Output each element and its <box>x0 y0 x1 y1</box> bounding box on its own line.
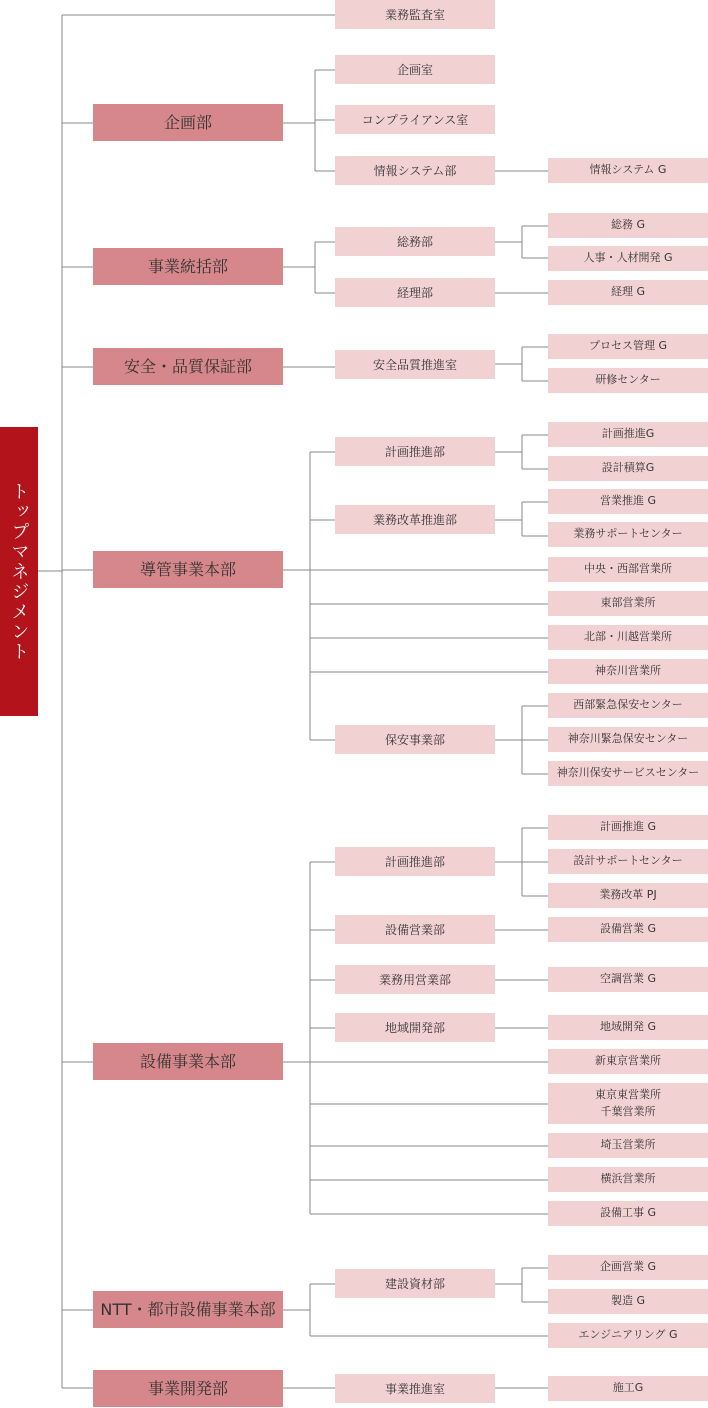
top-management-box: トップマネジメント <box>0 427 38 716</box>
compliance-office-box: コンプライアンス室 <box>335 105 495 134</box>
kanagawa-emergency-center-box: 神奈川緊急保安センター <box>548 727 708 752</box>
chuo-office-box: 中央・西部営業所 <box>548 557 708 582</box>
kanagawa-service-center-box: 神奈川保安サービスセンター <box>548 761 708 786</box>
general-affairs-group-box: 総務 G <box>548 213 708 238</box>
general-affairs-dept-box: 総務部 <box>335 227 495 256</box>
regional-dev-dept-box: 地域開発部 <box>335 1013 495 1042</box>
accounting-dept-box: 経理部 <box>335 278 495 307</box>
info-system-group-box: 情報システム G <box>548 158 708 183</box>
reform-project-box: 業務改革 PJ <box>548 883 708 908</box>
manufacturing-group-box: 製造 G <box>548 1289 708 1314</box>
facility-works-group-box: 設備工事 G <box>548 1201 708 1226</box>
quality-division-box: 安全・品質保証部 <box>93 348 283 385</box>
sales-promotion-group-box: 営業推進 G <box>548 489 708 514</box>
regional-dev-group-box: 地域開発 G <box>548 1015 708 1040</box>
seibu-emergency-center-box: 西部緊急保安センター <box>548 693 708 718</box>
bizdev-division-box: 事業開発部 <box>93 1370 283 1407</box>
business-support-center-box: 業務サポートセンター <box>548 522 708 547</box>
info-system-dept-box: 情報システム部 <box>335 156 495 185</box>
pipeline-reform-dept-box: 業務改革推進部 <box>335 505 495 534</box>
facility-sales-dept-box: 設備営業部 <box>335 915 495 944</box>
tobu-office-box: 東部営業所 <box>548 591 708 616</box>
planning-office-box: 企画室 <box>335 55 495 84</box>
pipeline-plan-dept-box: 計画推進部 <box>335 437 495 466</box>
planning-division-box: 企画部 <box>93 104 283 141</box>
pipeline-plan-group-box: 計画推進G <box>548 422 708 447</box>
construction-group-box: 施工G <box>548 1376 708 1401</box>
design-support-center-box: 設計サポートセンター <box>548 849 708 874</box>
materials-dept-box: 建設資材部 <box>335 1269 495 1298</box>
pipeline-division-box: 導管事業本部 <box>93 551 283 588</box>
facility-division-box: 設備事業本部 <box>93 1043 283 1080</box>
ntt-division-box: NTT・都市設備事業本部 <box>93 1291 283 1328</box>
saitama-office-box: 埼玉営業所 <box>548 1133 708 1158</box>
process-group-box: プロセス管理 G <box>548 334 708 359</box>
business-sales-dept-box: 業務用営業部 <box>335 965 495 994</box>
engineering-group-box: エンジニアリング G <box>548 1323 708 1348</box>
tokyo-chiba-office-box: 東京東営業所 千葉営業所 <box>548 1083 708 1124</box>
training-center-box: 研修センター <box>548 368 708 393</box>
facility-plan-group-box: 計画推進 G <box>548 815 708 840</box>
estimate-group-box: 設計積算G <box>548 456 708 481</box>
accounting-group-box: 経理 G <box>548 280 708 305</box>
plan-sales-group-box: 企画営業 G <box>548 1255 708 1280</box>
hr-group-box: 人事・人材開発 G <box>548 246 708 271</box>
bizdev-promotion-office-box: 事業推進室 <box>335 1374 495 1403</box>
pipeline-security-dept-box: 保安事業部 <box>335 725 495 754</box>
yokohama-office-box: 横浜営業所 <box>548 1167 708 1192</box>
admin-division-box: 事業統括部 <box>93 248 283 285</box>
hokubu-office-box: 北部・川越営業所 <box>548 625 708 650</box>
facility-sales-group-box: 設備営業 G <box>548 917 708 942</box>
quality-promotion-office-box: 安全品質推進室 <box>335 350 495 379</box>
facility-plan-dept-box: 計画推進部 <box>335 847 495 876</box>
hvac-sales-group-box: 空調営業 G <box>548 967 708 992</box>
kanagawa-office-box: 神奈川営業所 <box>548 659 708 684</box>
shin-tokyo-office-box: 新東京営業所 <box>548 1049 708 1074</box>
audit-office-box: 業務監査室 <box>335 0 495 29</box>
